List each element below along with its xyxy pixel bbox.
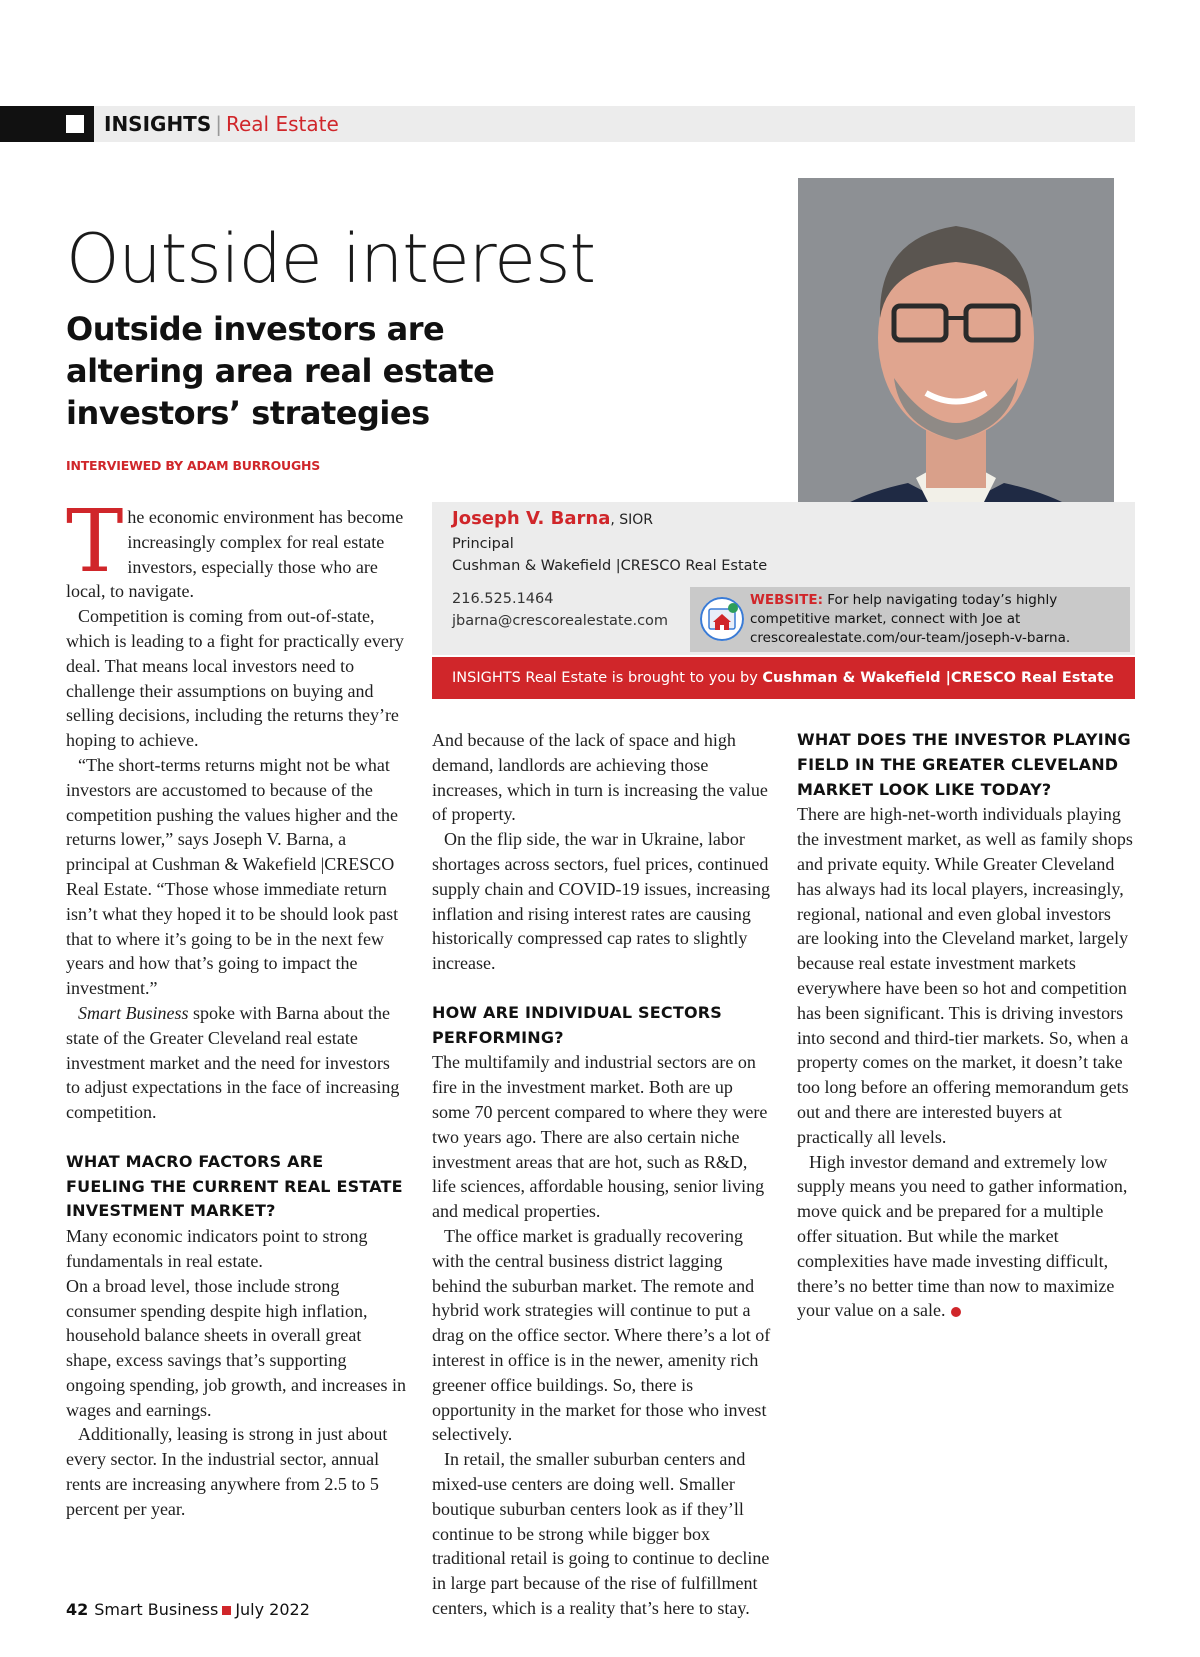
- page-number: 42: [66, 1600, 89, 1619]
- issue-date: July 2022: [235, 1600, 310, 1619]
- paragraph-text: spoke with Barna about the state of the Greater Cleveland real estate investment market and the need for investors to adjust expectations in the face of increasing competition.: [66, 1002, 400, 1123]
- profile-credential: , SIOR: [610, 512, 654, 528]
- paragraph: [66, 1001, 408, 1125]
- paragraph: The office market is gradually recovering with the central business district lagging behind the suburban market. The remote and hybrid work strategies will continue to put a drag on the office sector. Where there’s a lot of interest in office is in the newer, amenity rich greener office buildings. So, there is opportunity in the market for those who invest selectively.: [432, 1225, 771, 1445]
- footer-square-icon: [222, 1606, 231, 1615]
- profile-name-line: [452, 508, 653, 529]
- section-marker-block: [0, 106, 94, 142]
- paragraph: Competition is coming from out-of-state, which is leading to a fight for practically every deal. That means local investors need to challenge their assumptions on buying and selling decisions, including the returns they’re hoping to achieve.: [66, 606, 404, 751]
- paragraph-text: he economic environment has become increasingly complex for real estate investors, especially those who are local, to navigate.: [66, 507, 404, 602]
- profile-name: Joseph V. Barna: [452, 508, 611, 529]
- website-description[interactable]: For help navigating today’s highly competitive market, connect with Joe at crescorealestate.com/our-team/joseph-v-barna.: [750, 592, 1071, 646]
- profile-phone: 216.525.1464: [452, 591, 554, 607]
- paragraph: Many economic indicators point to strong fundamentals in real estate.: [66, 1226, 368, 1271]
- publication-italic: Smart Business: [78, 1002, 189, 1023]
- section-heading: WHAT DOES THE INVESTOR PLAYING FIELD IN THE GREATER CLEVELAND MARKET LOOK LIKE TODAY?: [797, 730, 1131, 799]
- section-heading: HOW ARE INDIVIDUAL SECTORS PERFORMING?: [432, 1002, 723, 1047]
- article-subhead: Outside investors are altering area real estate investors’ strategies: [66, 310, 495, 432]
- article-column-3: [797, 728, 1137, 1323]
- section-label: [104, 112, 339, 136]
- paragraph: On the flip side, the war in Ukraine, labor shortages across sectors, fuel prices, continued supply chain and COVID-19 issues, increasing inflation and rising interest rates are causing historically compressed cap rates to slightly increase.: [432, 829, 770, 974]
- section-header-bar: [0, 106, 1135, 142]
- paragraph: The multifamily and industrial sectors are on fire in the investment market. Both are up some 70 percent compared to where they were two years ago. There are also certain niche investment areas that are hot, such as R&D, life sciences, affordable housing, senior living and medical properties.: [432, 1052, 768, 1222]
- article-column-2: [432, 728, 772, 1621]
- website-text: [750, 591, 1128, 648]
- paragraph: And because of the lack of space and high demand, landlords are achieving those increases, which in turn is increasing the value of property.: [432, 730, 768, 825]
- paragraph-text: High investor demand and extremely low supply means you need to gather information, move quick and be prepared for a multiple offer situation. But while the market complexities have made investing difficult, there’s no better time than now to maximize your value on a sale.: [797, 1151, 1128, 1321]
- section-name: INSIGHTS: [104, 112, 212, 136]
- publication-name: Smart Business: [94, 1600, 219, 1619]
- paragraph: [66, 492, 408, 604]
- website-callout: [690, 587, 1130, 652]
- section-square-icon: [66, 115, 84, 133]
- end-mark-icon: [951, 1307, 961, 1317]
- profile-box: [432, 502, 1135, 655]
- website-house-icon: [700, 597, 744, 641]
- paragraph: [797, 1150, 1137, 1324]
- section-separator: |: [215, 112, 222, 136]
- article-byline: INTERVIEWED BY ADAM BURROUGHS: [66, 458, 321, 473]
- subsection-name: Real Estate: [225, 112, 339, 136]
- website-label: WEBSITE:: [750, 592, 823, 608]
- article-headline: Outside interest: [66, 220, 596, 299]
- profile-company: Cushman & Wakefield |CRESCO Real Estate: [452, 558, 768, 574]
- paragraph: On a broad level, those include strong consumer spending despite high inflation, household balance sheets in overall great shape, excess savings that’s supporting ongoing spending, job growth, and increases in wages and earnings.: [66, 1275, 406, 1420]
- profile-title: Principal: [452, 536, 514, 552]
- sponsor-text: INSIGHTS Real Estate is brought to you by: [452, 670, 763, 686]
- article-column-1: [66, 492, 408, 1522]
- paragraph: “The short-terms returns might not be what investors are accustomed to because of the competition pushing the values higher and the returns lower,” says Joseph V. Barna, a principal at Cushman & Wakefield |CRESCO Real Estate. “Those whose immediate return isn’t what they hoped it to be should look past that to where it’s going to be in the next few years and how that’s going to impact the investment.”: [66, 754, 399, 999]
- paragraph: There are high-net-worth individuals playing the investment market, as well as family shops and private equity. While Greater Cleveland has always had its local players, increasingly, regional, national and even global investors are looking into the Cleveland market, largely because real estate investment markets everywhere have been so hot and competition has been significant. This is driving investors into second and third-tier markets. So, when a property comes on the market, it doesn’t take too long before an offering memorandum gets out and there are interested buyers at practically all levels.: [797, 804, 1133, 1147]
- page-footer: [66, 1600, 310, 1619]
- drop-cap: T: [66, 492, 124, 592]
- sponsor-banner: [432, 657, 1135, 699]
- section-heading: WHAT MACRO FACTORS ARE FUELING THE CURRENT REAL ESTATE INVESTMENT MARKET?: [66, 1151, 403, 1221]
- paragraph: In retail, the smaller suburban centers and mixed-use centers are doing well. Smaller boutique suburban centers look as if they’ll continue to be strong while bigger box traditional retail is going to continue to decline in large part because of the rise of fulfillment centers, which is a reality that’s here to stay.: [432, 1449, 770, 1618]
- profile-email[interactable]: jbarna@crescorealestate.com: [452, 613, 669, 629]
- sponsor-company: Cushman & Wakefield |CRESCO Real Estate: [762, 670, 1114, 686]
- paragraph: Additionally, leasing is strong in just about every sector. In the industrial sector, annual rents are increasing anywhere from 2.5 to 5 percent per year.: [66, 1424, 388, 1519]
